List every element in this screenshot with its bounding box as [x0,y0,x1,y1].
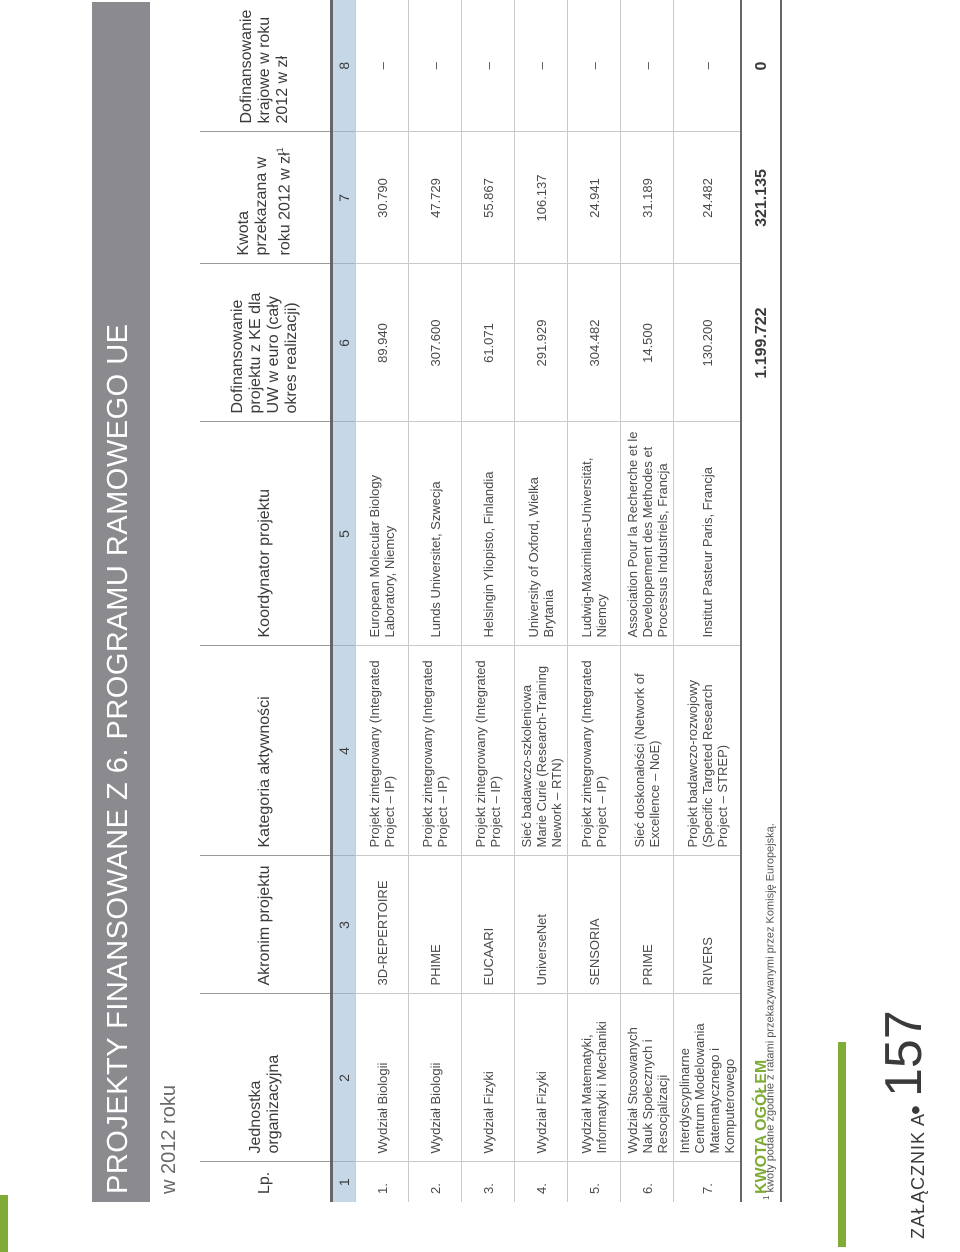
cell-acronym: 3D-REPERTOIRE [356,856,409,994]
cell-acronym: PRIME [621,856,674,994]
page-number: 157 [875,1010,933,1097]
table-row [568,0,621,1202]
cell-paid: 106.137 [515,132,568,264]
page-subtitle: w 2012 roku [158,1085,180,1194]
cell-ke: 291.929 [515,264,568,422]
col-number: 5 [332,422,356,646]
cell-acronym: UniverseNet [515,856,568,994]
cell-coordinator: Institut Pasteur Paris, Francja [674,422,742,646]
header-acronym: Akronim projektu [200,856,332,994]
table-row [515,0,568,1202]
cell-national: – [674,0,742,132]
cell-paid: 24.482 [674,132,742,264]
cell-category: Projekt badawczo-rozwojowy (Specific Targeted Research Project – STREP) [674,646,742,856]
cell-acronym: RIVERS [674,856,742,994]
cell-lp: 5. [568,1162,621,1202]
annex-label: ZAŁĄCZNIK A [908,1112,928,1239]
header-paid-sup: 1 [275,147,286,153]
col-number: 1 [332,1162,356,1202]
cell-coordinator: University of Oxford, Wielka Brytania [515,422,568,646]
col-number: 7 [332,132,356,264]
header-national: Dofinansowanie krajowe w roku 2012 w zł [238,9,291,124]
cell-lp: 1. [356,1162,409,1202]
table-row [674,0,742,1202]
cell-paid: 30.790 [356,132,409,264]
col-number: 2 [332,994,356,1162]
table-row [409,0,462,1202]
cell-coordinator: Helsingin Yliopisto, Finlandia [462,422,515,646]
title-band [92,2,150,1202]
cell-coordinator: Association Pour la Recherche et le Developpement des Methodes et Processus Industriels, Francja [621,422,674,646]
cell-unit: Wydział Fizyki [515,994,568,1162]
col-number: 8 [332,0,356,132]
cell-lp: 3. [462,1162,515,1202]
cell-category: Projekt zintegrowany (Integrated Project – IP) [462,646,515,856]
cell-coordinator: Ludwig-Maximilans-Universität, Niemcy [568,422,621,646]
cell-lp: 4. [515,1162,568,1202]
cell-lp: 2. [409,1162,462,1202]
total-national: 0 [741,0,781,132]
cell-coordinator: Lunds Universitet, Szwecja [409,422,462,646]
total-ke: 1.199.722 [741,264,781,422]
table-row [621,0,674,1202]
cell-lp: 7. [674,1162,742,1202]
header-ke-funding: Dofinansowanie projektu z KE dla UW w euro (cały okres realizacji) [200,264,332,422]
header-category: Kategoria aktywności [200,646,332,856]
page-title: PROJEKTY FINANSOWANE Z 6. PROGRAMU RAMOWEGO UE [102,323,134,1194]
col-number: 6 [332,264,356,422]
cell-coordinator: European Molecular Biology Laboratory, Niemcy [356,422,409,646]
cell-category: Sieć badawczo-szkoleniowa Marie Curie (Research-Training Nework – RTN) [515,646,568,856]
cell-ke: 61.071 [462,264,515,422]
footnote-text: kwoty podane zgodnie z ratami przekazywanymi przez Komisję Europejską. [764,823,777,1193]
cell-paid: 55.867 [462,132,515,264]
cell-national: – [568,0,621,132]
header-coordinator: Koordynator projektu [200,422,332,646]
cell-ke: 307.600 [409,264,462,422]
cell-paid: 24.941 [568,132,621,264]
table-row [462,0,515,1202]
cell-category: Sieć doskonałości (Network of Excellence – NoE) [621,646,674,856]
cell-acronym: SENSORIA [568,856,621,994]
cell-acronym: PHIME [409,856,462,994]
header-row [200,0,332,1202]
table-row [356,0,409,1202]
cell-ke: 304.482 [568,264,621,422]
total-label: KWOTA OGÓŁEM [741,422,781,1202]
cell-paid: 31.189 [621,132,674,264]
cell-unit: Wydział Biologii [356,994,409,1162]
cell-lp: 6. [621,1162,674,1202]
cell-category: Projekt zintegrowany (Integrated Project – IP) [409,646,462,856]
projects-table [200,0,782,1202]
cell-category: Projekt zintegrowany (Integrated Project – IP) [568,646,621,856]
col-number: 4 [332,646,356,856]
cell-national: – [621,0,674,132]
column-numbers-row [332,0,356,1202]
cell-unit: Interdyscyplinarne Centrum Modelowania Matematycznego i Komputerowego [674,994,742,1162]
header-lp: Lp. [200,1162,332,1202]
cell-category: Projekt zintegrowany (Integrated Project – IP) [356,646,409,856]
annex-marker [838,1010,950,1247]
cell-ke: 89.940 [356,264,409,422]
cell-ke: 14.500 [621,264,674,422]
cell-national: – [356,0,409,132]
header-unit: Jednostka organizacyjna [200,994,332,1162]
bullet-icon: • [900,1105,931,1115]
cell-national: – [462,0,515,132]
footnote [762,823,777,1200]
cell-ke: 130.200 [674,264,742,422]
header-paid-2012 [200,132,332,264]
annex-bar [838,1042,846,1247]
cell-paid: 47.729 [409,132,462,264]
cell-national: – [515,0,568,132]
total-paid: 321.135 [741,132,781,264]
header-paid-2012-text: Kwota przekazana w roku 2012 w zł [235,152,294,256]
cell-unit: Wydział Biologii [409,994,462,1162]
cell-acronym: EUCAARI [462,856,515,994]
cell-unit: Wydział Matematyki, Informatyki i Mechaniki [568,994,621,1162]
cell-unit: Wydział Fizyki [462,994,515,1162]
footnote-marker: 1 [762,1195,771,1200]
cell-unit: Wydział Stosowanych Nauk Społecznych i Resocjalizacji [621,994,674,1162]
cell-national: – [409,0,462,132]
col-number: 3 [332,856,356,994]
